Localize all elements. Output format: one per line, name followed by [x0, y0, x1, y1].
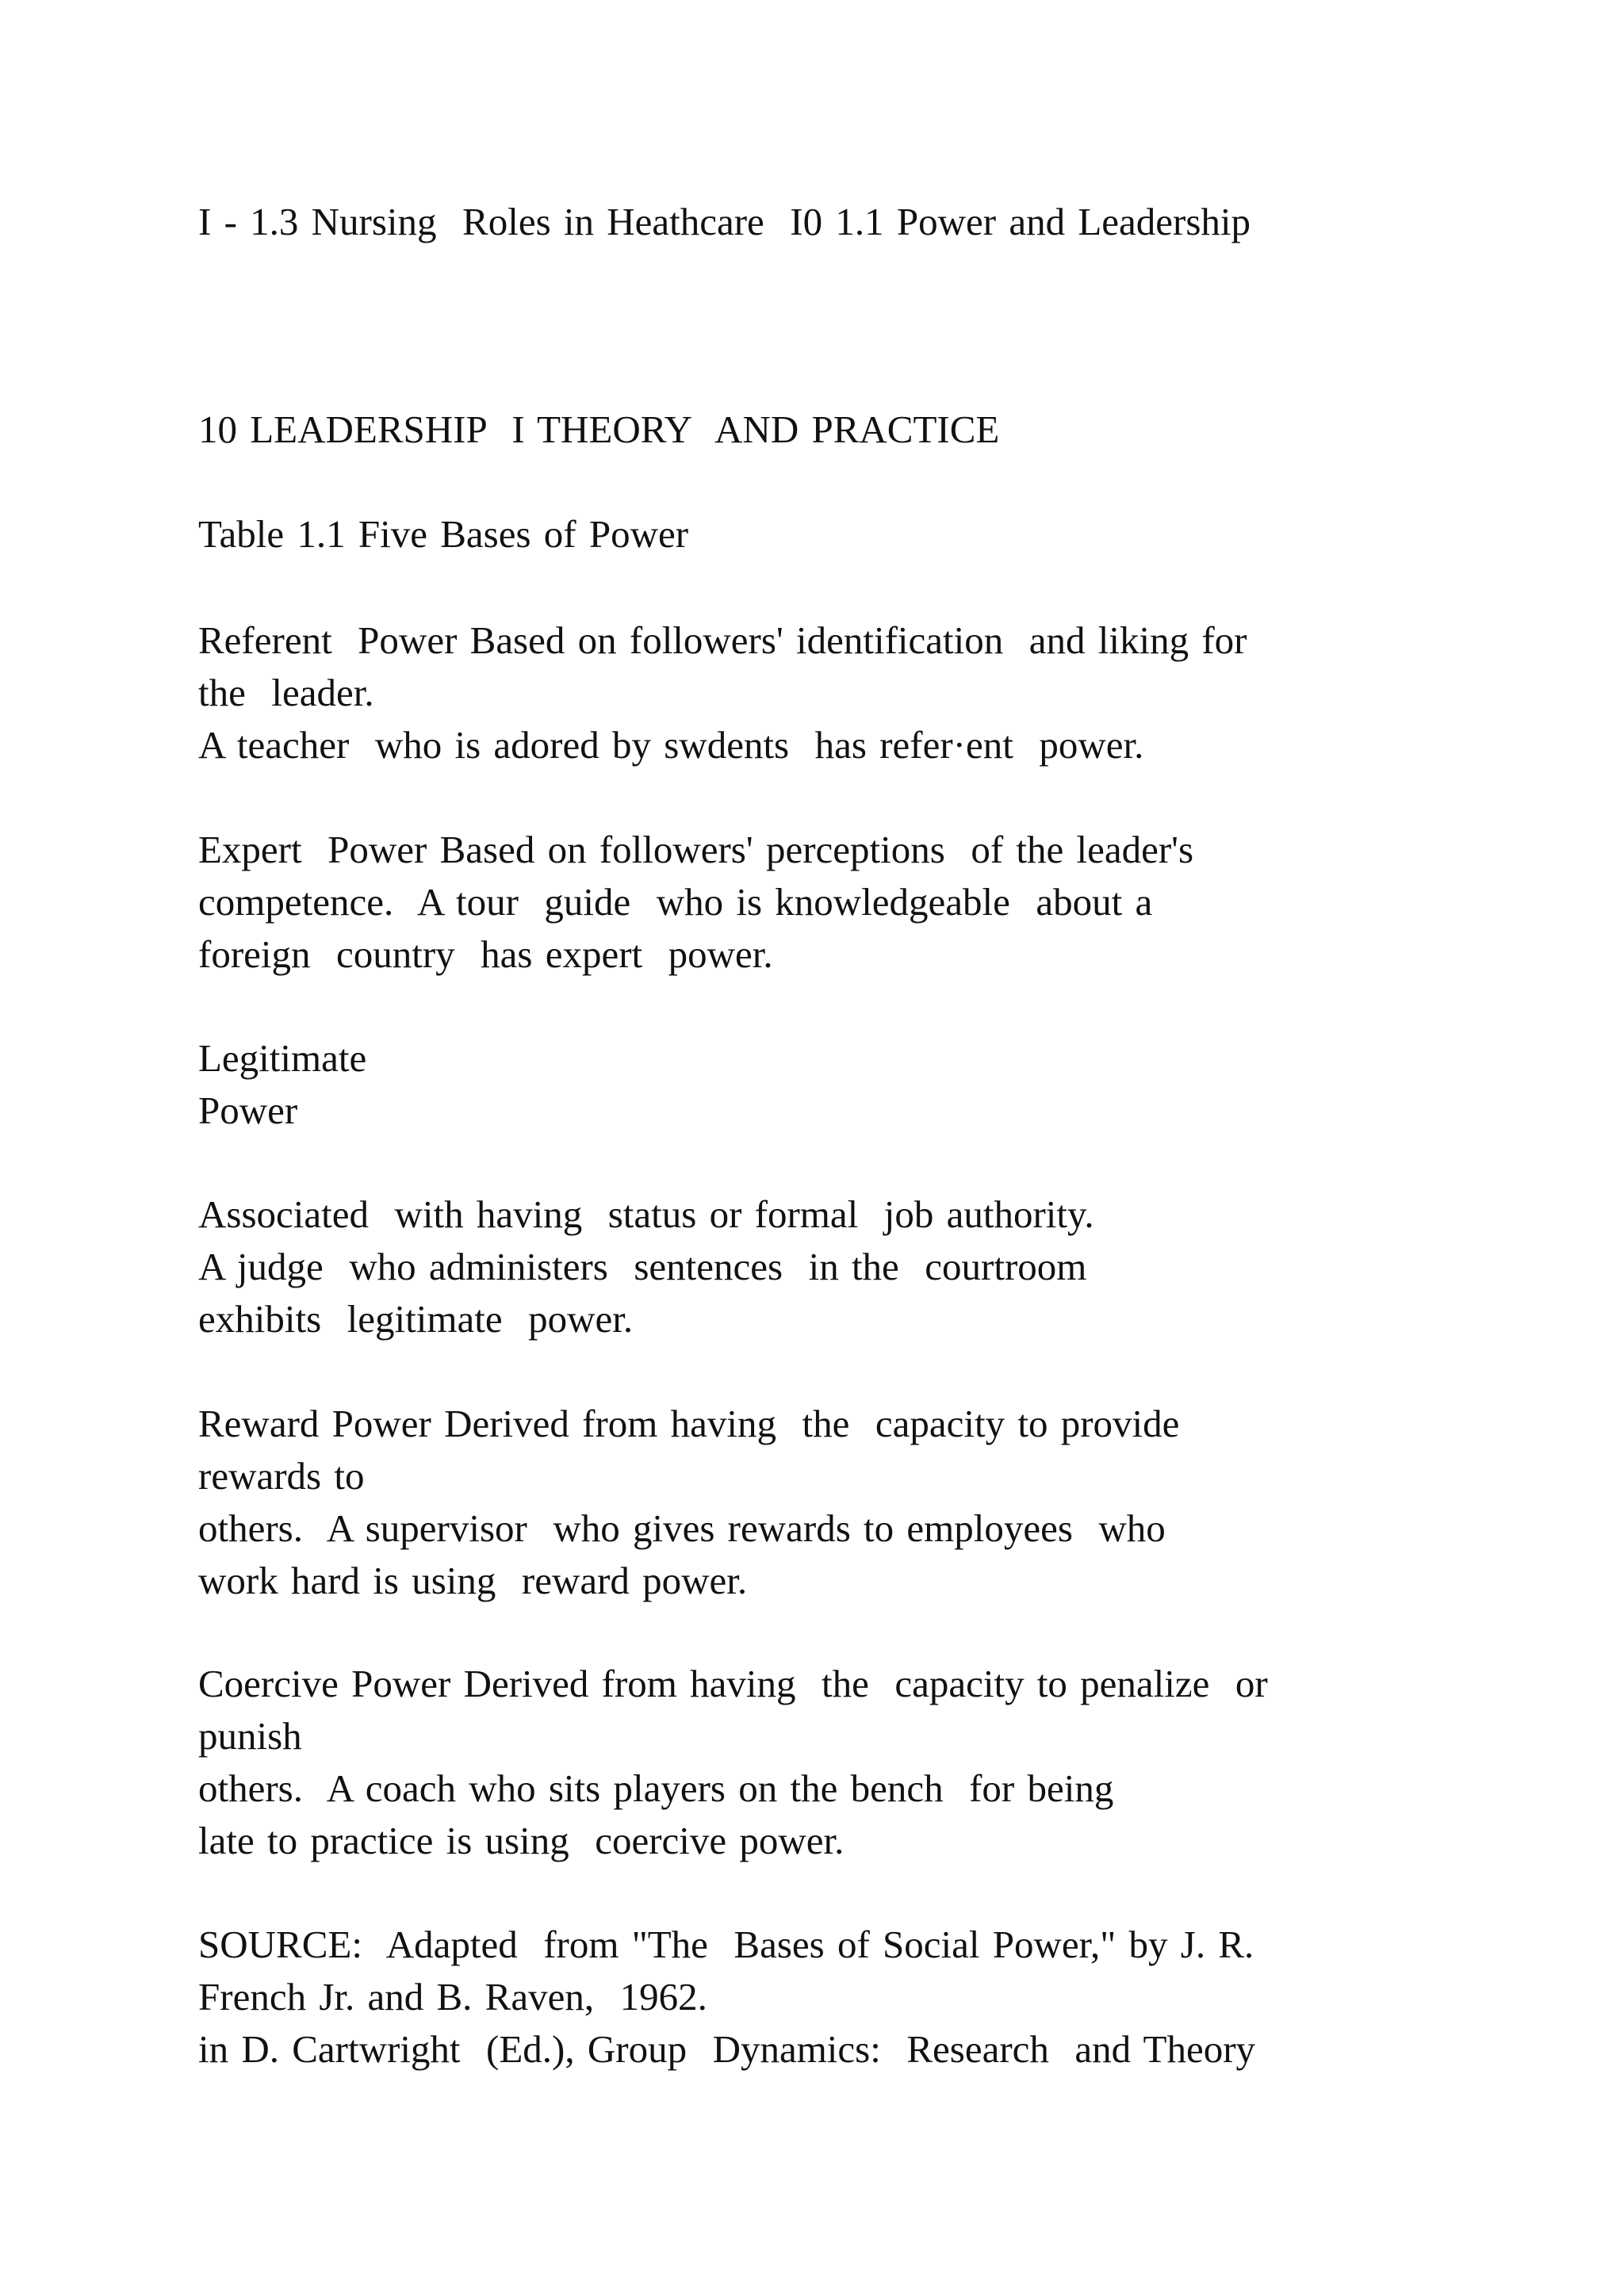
- reward-power-entry: [198, 1398, 1179, 1607]
- legitimate-power-description: [198, 1188, 1094, 1345]
- legitimate-desc-line-3: exhibits legitimate power.: [198, 1297, 634, 1341]
- reward-line-3: others. A supervisor who gives rewards to employees who: [198, 1506, 1166, 1550]
- referent-power-entry: [198, 614, 1247, 771]
- legitimate-label-line-1: Legitimate: [198, 1036, 367, 1080]
- table-title: Table 1.1 Five Bases of Power: [198, 512, 689, 556]
- coercive-power-entry: [198, 1658, 1268, 1867]
- referent-line-1: Referent Power Based on followers' identification and liking for: [198, 618, 1247, 662]
- expert-line-3: foreign country has expert power.: [198, 932, 773, 976]
- reward-line-4: work hard is using reward power.: [198, 1559, 748, 1602]
- expert-power-entry: [198, 824, 1193, 981]
- reward-line-1: Reward Power Derived from having the capacity to provide: [198, 1402, 1180, 1445]
- legitimate-desc-line-2: A judge who administers sentences in the courtroom: [198, 1245, 1087, 1288]
- legitimate-desc-line-1: Associated with having status or formal job authority.: [198, 1192, 1094, 1236]
- coercive-line-1: Coercive Power Derived from having the capacity to penalize or: [198, 1662, 1268, 1705]
- chapter-heading: 10 LEADERSHIP I THEORY AND PRACTICE: [198, 408, 1000, 451]
- table-title-block: [198, 508, 688, 561]
- source-line-3: in D. Cartwright (Ed.), Group Dynamics: Research and Theory: [198, 2027, 1256, 2071]
- source-line-1: SOURCE: Adapted from "The Bases of Social Power," by J. R.: [198, 1923, 1254, 1966]
- expert-line-1: Expert Power Based on followers' perceptions of the leader's: [198, 828, 1194, 871]
- legitimate-label-line-2: Power: [198, 1089, 298, 1132]
- source-note: [198, 1919, 1255, 2076]
- legitimate-power-label: [198, 1032, 366, 1137]
- reward-line-2: rewards to: [198, 1454, 365, 1498]
- coercive-line-4: late to practice is using coercive power.: [198, 1819, 845, 1862]
- page-header: I - 1.3 Nursing Roles in Heathcare I0 1.1 Power and Leadership: [198, 200, 1251, 243]
- expert-line-2: competence. A tour guide who is knowledgeable about a: [198, 880, 1153, 924]
- referent-line-3: A teacher who is adored by swdents has refer·ent power.: [198, 723, 1144, 767]
- coercive-line-2: punish: [198, 1714, 302, 1758]
- source-line-2: French Jr. and B. Raven, 1962.: [198, 1975, 707, 2019]
- referent-line-2: the leader.: [198, 671, 374, 714]
- coercive-line-3: others. A coach who sits players on the bench for being: [198, 1766, 1114, 1810]
